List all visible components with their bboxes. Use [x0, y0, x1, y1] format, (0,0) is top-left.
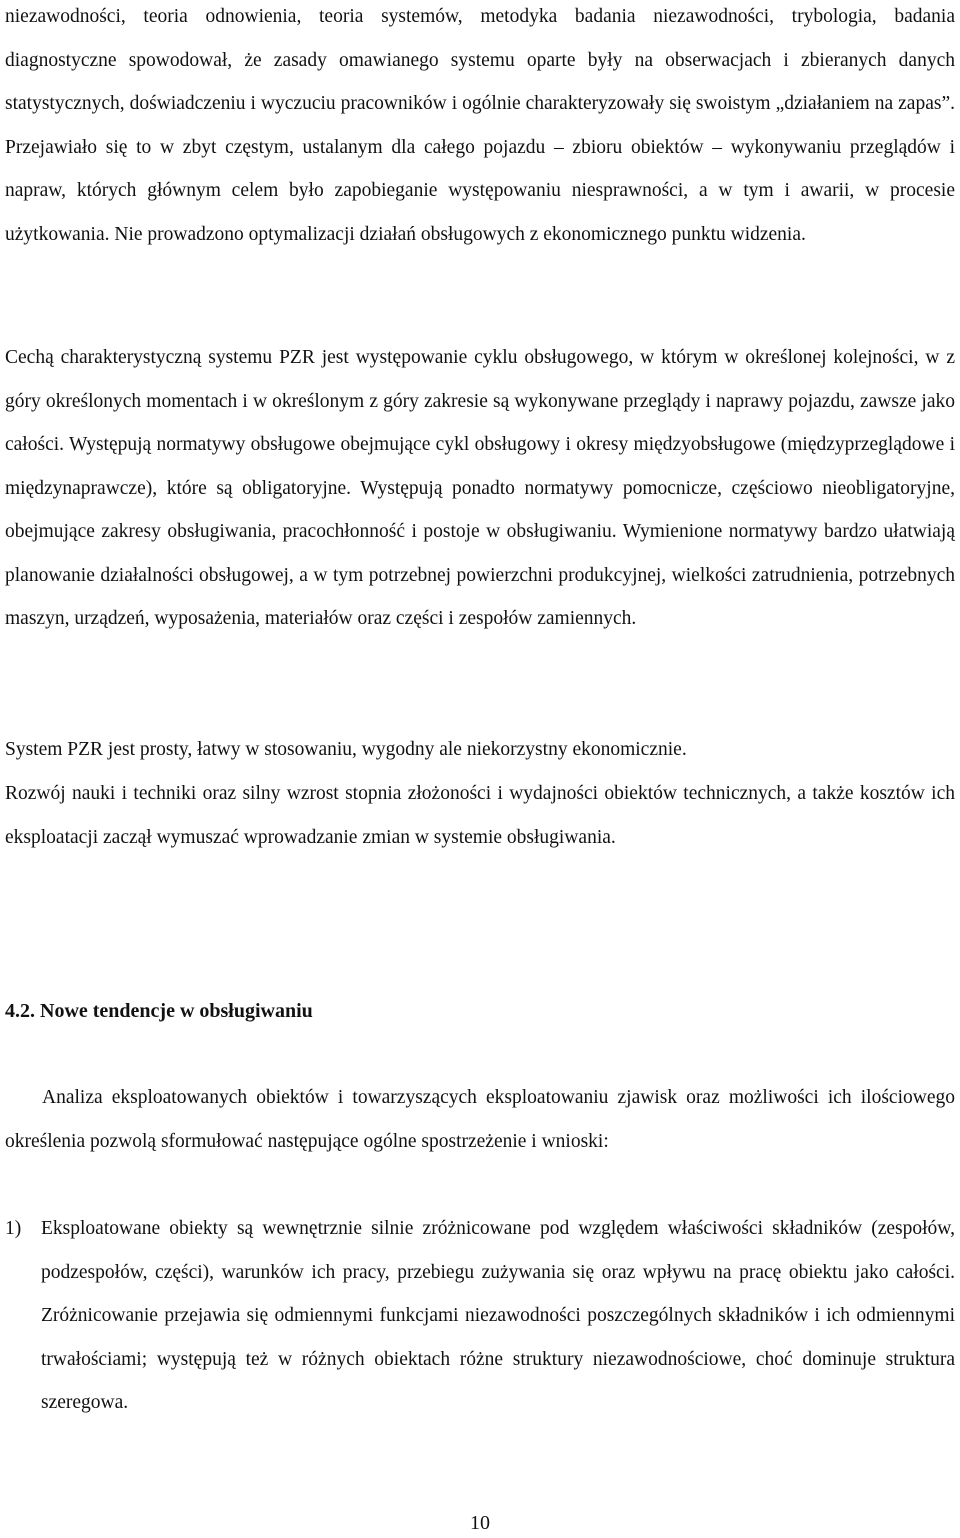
- list-item-text: Eksploatowane obiekty są wewnętrznie silnie zróżnicowane pod względem właściwości składników (zespołów, podzespołów, części), warunków ich pracy, przebiegu zużywania się oraz wpływu na pracę obiektu jako całości. Zróżnicowanie przejawia się odmiennymi funkcjami niezawodności poszczególnych składników i ich odmiennymi trwałościami; występują też w różnych obiektach różne struktury niezawodnościowe, choć dominuje struktura szeregowa.: [41, 1218, 955, 1413]
- list-item: [5, 1207, 955, 1425]
- document-page: [5, 0, 955, 1537]
- paragraph-pzr-summary: System PZR jest prosty, łatwy w stosowaniu, wygodny ale niekorzystny ekonomicznie.: [5, 739, 687, 760]
- list-item-number: 1): [5, 1218, 22, 1239]
- paragraph-development: Rozwój nauki i techniki oraz silny wzrost stopnia złożoności i wydajności obiektów technicznych, a także kosztów ich eksploatacji zaczął wymuszać wprowadzanie zmian w systemie obsługiwania.: [5, 783, 955, 848]
- paragraph-pzr-characteristics: Cechą charakterystyczną systemu PZR jest występowanie cyklu obsługowego, w którym w określonej kolejności, w z góry określonych momentach i w określonym z góry zakresie są wykonywane przeglądy i naprawy pojazdu, zawsze jako całości. Występują normatywy obsługowe obejmujące cykl obsługowy i okresy międzyobsługowe (międzyprzeglądowe i międzynaprawcze), które są obligatoryjne. Występują ponadto normatywy pomocnicze, częściowo nieobligatoryjne, obejmujące zakresy obsługiwania, pracochłonność i postoje w obsługiwaniu. Wymienione normatywy bardzo ułatwiają planowanie działalności obsługowej, a w tym potrzebnej powierzchni produkcyjnej, wielkości zatrudnienia, potrzebnych maszyn, urządzeń, wyposażenia, materiałów oraz części i zespołów zamiennych.: [5, 347, 955, 629]
- paragraph-section-intro: Analiza eksploatowanych obiektów i towarzyszących eksploatowaniu zjawisk oraz możliwości ich ilościowego określenia pozwolą sformułować następujące ogólne spostrzeżenie i wnioski:: [5, 1087, 955, 1152]
- section-heading: 4.2. Nowe tendencje w obsługiwaniu: [5, 1000, 313, 1022]
- paragraph-reliability-context: niezawodności, teoria odnowienia, teoria systemów, metodyka badania niezawodności, trybologia, badania diagnostyczne spowodował, że zasady omawianego systemu oparte były na obserwacjach i zbieranych danych statystycznych, doświadczeniu i wyczuciu pracowników i ogólnie charakteryzowały się swoistym „działaniem na zapas”. Przejawiało się to w zbyt częstym, ustalanym dla całego pojazdu – zbioru obiektów – wykonywaniu przeglądów i napraw, których głównym celem było zapobieganie występowaniu niesprawności, a w tym i awarii, w procesie użytkowania. Nie prowadzono optymalizacji działań obsługowych z ekonomicznego punktu widzenia.: [5, 6, 955, 245]
- page-number: 10: [470, 1512, 490, 1534]
